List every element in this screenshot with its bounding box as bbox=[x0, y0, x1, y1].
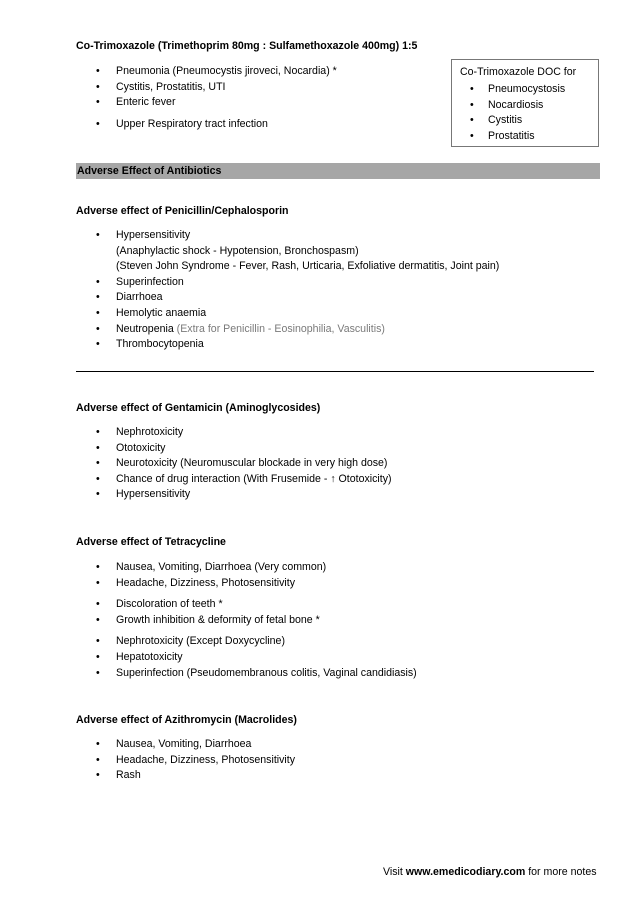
gentamicin-heading: Adverse effect of Gentamicin (Aminoglycosides) bbox=[76, 402, 321, 414]
neutropenia-note: (Extra for Penicillin - Eosinophilia, Vasculitis) bbox=[176, 322, 385, 335]
hypersensitivity-text: Hypersensitivity bbox=[116, 229, 191, 241]
list-item: • Neurotoxicity (Neuromuscular blockade in very high dose) bbox=[76, 456, 392, 472]
list-item: • Prostatitis bbox=[452, 129, 565, 145]
list-item: • Hemolytic anaemia bbox=[76, 306, 499, 322]
azithromycin-heading: Adverse effect of Azithromycin (Macrolides) bbox=[76, 714, 297, 726]
list-item: • Rash bbox=[76, 768, 295, 784]
list-item: • Headache, Dizziness, Photosensitivity bbox=[76, 753, 295, 769]
list-item: • Pneumocystosis bbox=[452, 82, 565, 98]
footer-link[interactable]: www.emedicodiary.com bbox=[405, 866, 526, 878]
list-item: • Hepatotoxicity bbox=[76, 650, 417, 666]
doc-box bbox=[451, 59, 599, 147]
sjs-note: (Steven John Syndrome - Fever, Rash, Urticaria, Exfoliative dermatitis, Joint pain) bbox=[116, 260, 500, 273]
list-item bbox=[76, 322, 499, 338]
anaphylaxis-note: (Anaphylactic shock - Hypotension, Bronchospasm) bbox=[116, 244, 359, 257]
tetracycline-heading: Adverse effect of Tetracycline bbox=[76, 536, 226, 548]
cotrimoxazole-heading: Co-Trimoxazole (Trimethoprim 80mg : Sulfamethoxazole 400mg) 1:5 bbox=[76, 40, 418, 52]
footer-suffix: for more notes bbox=[525, 866, 597, 878]
list-item: • Superinfection bbox=[76, 275, 499, 291]
azithromycin-list bbox=[76, 737, 295, 784]
list-item: • Cystitis bbox=[452, 113, 565, 129]
section-bar-title: Adverse Effect of Antibiotics bbox=[77, 165, 222, 177]
list-item: • Upper Respiratory tract infection bbox=[76, 117, 337, 133]
section-bar bbox=[76, 163, 600, 179]
list-item: • Headache, Dizziness, Photosensitivity bbox=[76, 576, 417, 592]
tetracycline-list bbox=[76, 560, 417, 681]
cotrimoxazole-list bbox=[76, 64, 337, 132]
list-item: • Ototoxicity bbox=[76, 441, 392, 457]
doc-box-list bbox=[452, 82, 565, 144]
list-item: • Diarrhoea bbox=[76, 290, 499, 306]
penicillin-heading: Adverse effect of Penicillin/Cephalosporin bbox=[76, 205, 289, 217]
list-item: • Superinfection (Pseudomembranous colitis, Vaginal candidiasis) bbox=[76, 666, 417, 682]
penicillin-list bbox=[76, 228, 499, 353]
footer bbox=[383, 866, 597, 878]
list-item: • Nocardiosis bbox=[452, 98, 565, 114]
list-item: • Nephrotoxicity (Except Doxycycline) bbox=[76, 634, 417, 650]
list-item: • Cystitis, Prostatitis, UTI bbox=[76, 80, 337, 96]
list-item: • Discoloration of teeth * bbox=[76, 597, 417, 613]
list-item: • Chance of drug interaction (With Frusemide - ↑ Ototoxicity) bbox=[76, 472, 392, 488]
list-item bbox=[76, 228, 499, 275]
footer-prefix: Visit bbox=[383, 866, 406, 878]
doc-box-title: Co-Trimoxazole DOC for bbox=[460, 66, 577, 78]
horizontal-divider bbox=[76, 371, 594, 372]
list-item: • Thrombocytopenia bbox=[76, 337, 499, 353]
neutropenia-text: Neutropenia bbox=[116, 322, 174, 335]
list-item: • Hypersensitivity bbox=[76, 487, 392, 503]
list-item: • Nausea, Vomiting, Diarrhoea (Very common) bbox=[76, 560, 417, 576]
list-item: • Nausea, Vomiting, Diarrhoea bbox=[76, 737, 295, 753]
list-item: • Growth inhibition & deformity of fetal bone * bbox=[76, 613, 417, 629]
list-item: • Pneumonia (Pneumocystis jiroveci, Nocardia) * bbox=[76, 64, 337, 80]
list-item: • Nephrotoxicity bbox=[76, 425, 392, 441]
list-item: • Enteric fever bbox=[76, 95, 337, 111]
gentamicin-list bbox=[76, 425, 392, 503]
